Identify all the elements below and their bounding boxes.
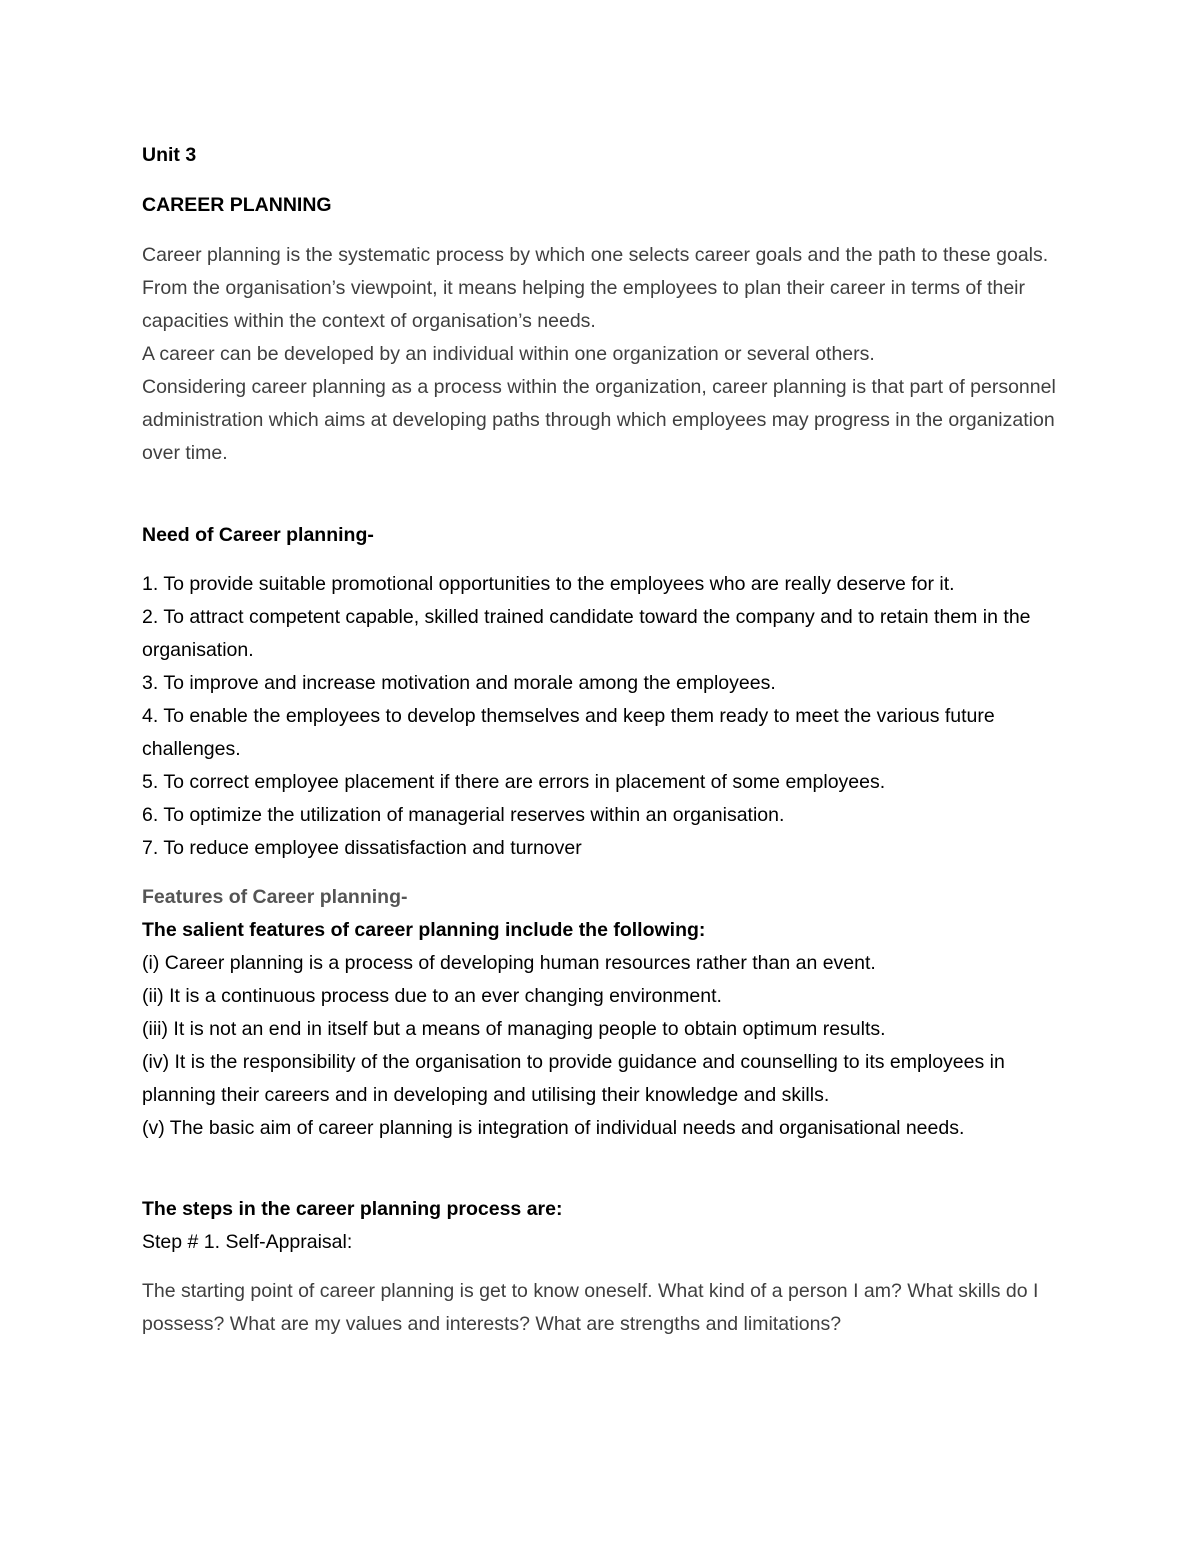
features-subheading: The salient features of career planning include the following: — [142, 919, 706, 941]
steps-heading: The steps in the career planning process are: — [142, 1198, 563, 1220]
need-heading: Need of Career planning- — [142, 524, 374, 546]
spacer — [142, 1145, 1082, 1193]
document-content — [142, 139, 1082, 1341]
need-item: 7. To reduce employee dissatisfaction and turnover — [142, 837, 582, 859]
step1-text: The starting point of career planning is get to know oneself. What kind of a person I am? What skills do I possess? What are my values and interests? What are strengths and limitations? — [142, 1280, 1039, 1335]
intro-paragraph: Career planning is the systematic process by which one selects career goals and the path to these goals. — [142, 244, 1049, 266]
feature-item: (ii) It is a continuous process due to an ever changing environment. — [142, 985, 722, 1007]
spacer — [142, 470, 1082, 519]
spacer — [142, 222, 1082, 239]
career-development-paragraph: A career can be developed by an individual within one organization or several others. — [142, 343, 875, 365]
need-item: 6. To optimize the utilization of managerial reserves within an organisation. — [142, 804, 785, 826]
section-title: CAREER PLANNING — [142, 194, 332, 216]
spacer — [142, 865, 1082, 881]
need-item: 5. To correct employee placement if there are errors in placement of some employees. — [142, 771, 886, 793]
feature-item: (iv) It is the responsibility of the organisation to provide guidance and counselling to its employees in planning their careers and in developing and utilising their knowledge and skills. — [142, 1051, 1005, 1106]
need-item: 3. To improve and increase motivation and morale among the employees. — [142, 672, 776, 694]
step1-title: Step # 1. Self-Appraisal: — [142, 1231, 353, 1253]
need-item: 1. To provide suitable promotional opportunities to the employees who are really deserve for it. — [142, 573, 955, 595]
unit-title: Unit 3 — [142, 144, 197, 166]
need-item: 2. To attract competent capable, skilled trained candidate toward the company and to retain them in the organisation. — [142, 606, 1031, 661]
spacer — [142, 552, 1082, 568]
feature-item: (i) Career planning is a process of developing human resources rather than an event. — [142, 952, 876, 974]
features-heading: Features of Career planning- — [142, 886, 408, 908]
feature-item: (v) The basic aim of career planning is integration of individual needs and organisational needs. — [142, 1117, 965, 1139]
need-item: 4. To enable the employees to develop themselves and keep them ready to meet the various future challenges. — [142, 705, 995, 760]
feature-item: (iii) It is not an end in itself but a means of managing people to obtain optimum results. — [142, 1018, 886, 1040]
org-viewpoint-paragraph: From the organisation’s viewpoint, it means helping the employees to plan their career in terms of their capacities within the context of organisation’s needs. — [142, 277, 1026, 332]
spacer — [142, 172, 1082, 189]
process-paragraph: Considering career planning as a process within the organization, career planning is that part of personnel administration which aims at developing paths through which employees may progress in the organization over time. — [142, 376, 1056, 464]
spacer — [142, 1259, 1082, 1275]
